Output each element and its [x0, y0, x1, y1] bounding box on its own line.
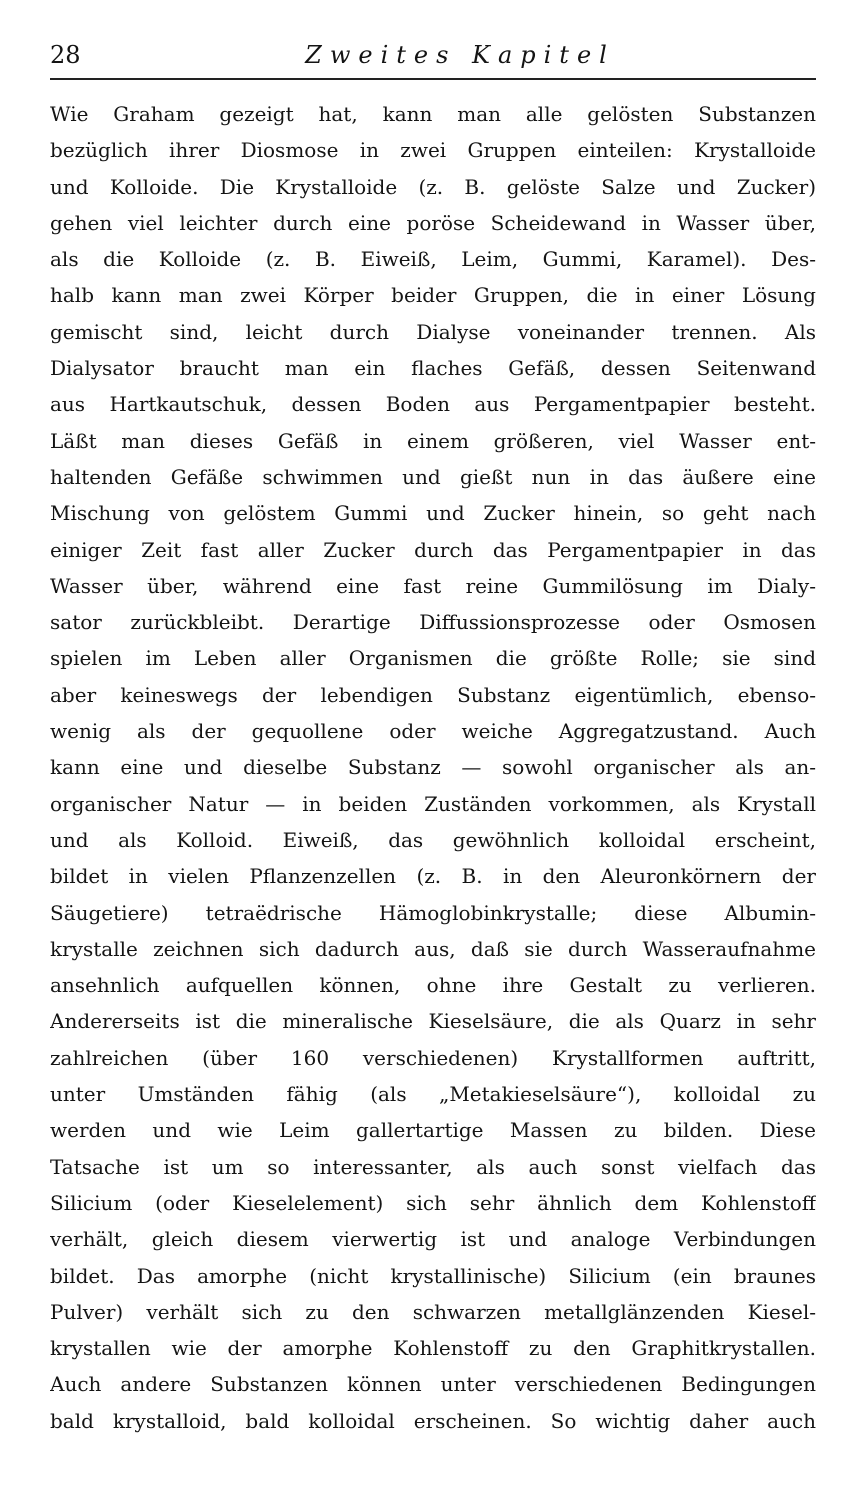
text-line: Läßt man dieses Gefäß in einem größeren, viel Wasser ent- [50, 428, 816, 453]
text-line: aus Hartkautschuk, dessen Boden aus Pergamentpapier besteht. [50, 392, 816, 417]
page-number: 28 [50, 41, 81, 69]
text-line: halb kann man zwei Körper beider Gruppen, die in einer Lösung [50, 283, 816, 308]
text-line: aber keineswegs der lebendigen Substanz eigentümlich, ebenso- [50, 682, 816, 707]
text-line: bald krystalloid, bald kolloidal erscheinen. So wichtig daher auch [50, 1408, 816, 1433]
text-line: bezüglich ihrer Diosmose in zwei Gruppen einteilen: Krystalloide [50, 138, 816, 163]
text-line: krystalle zeichnen sich dadurch aus, daß sie durch Wasseraufnahme [50, 936, 816, 961]
text-line: krystallen wie der amorphe Kohlenstoff zu den Graphitkrystallen. [50, 1336, 816, 1361]
text-line: haltenden Gefäße schwimmen und gießt nun in das äußere eine [50, 464, 816, 489]
text-line: kann eine und dieselbe Substanz — sowohl organischer als an- [50, 755, 816, 780]
text-line: Dialysator braucht man ein flaches Gefäß, dessen Seitenwand [50, 356, 816, 381]
text-line: ansehnlich aufquellen können, ohne ihre Gestalt zu verlieren. [50, 973, 816, 998]
text-line: gehen viel leichter durch eine poröse Scheidewand in Wasser über, [50, 210, 816, 235]
text-line: Mischung von gelöstem Gummi und Zucker hinein, so geht nach [50, 501, 816, 526]
text-line: unter Umständen fähig (als „Metakieselsäure“), kolloidal zu [50, 1082, 816, 1107]
text-line: werden und wie Leim gallertartige Massen zu bilden. Diese [50, 1118, 816, 1143]
text-line: Säugetiere) tetraëdrische Hämoglobinkrystalle; diese Albumin- [50, 900, 816, 925]
text-line: und Kolloide. Die Krystalloide (z. B. gelöste Salze und Zucker) [50, 174, 816, 199]
text-line: gemischt sind, leicht durch Dialyse voneinander trennen. Als [50, 319, 816, 344]
text-line: Wie Graham gezeigt hat, kann man alle gelösten Substanzen [50, 102, 816, 126]
text-line: Pulver) verhält sich zu den schwarzen metallglänzenden Kiesel- [50, 1299, 816, 1324]
text-line: zahlreichen (über 160 verschiedenen) Krystallformen auftritt, [50, 1045, 816, 1070]
text-line: als die Kolloide (z. B. Eiweiß, Leim, Gummi, Karamel). Des- [50, 247, 816, 272]
text-line: sator zurückbleibt. Derartige Diffussionsprozesse oder Osmosen [50, 610, 816, 635]
text-line: organischer Natur — in beiden Zuständen vorkommen, als Krystall [50, 791, 816, 816]
text-line: Andererseits ist die mineralische Kieselsäure, die als Quarz in sehr [50, 1009, 816, 1034]
text-line: Wasser über, während eine fast reine Gummilösung im Dialy- [50, 573, 816, 598]
text-line: Tatsache ist um so interessanter, als auch sonst vielfach das [50, 1154, 816, 1179]
text-line: bildet. Das amorphe (nicht krystallinische) Silicium (ein braunes [50, 1263, 816, 1288]
text-line: bildet in vielen Pflanzenzellen (z. B. in den Aleuronkörnern der [50, 864, 816, 889]
text-line: und als Kolloid. Eiweiß, das gewöhnlich kolloidal erscheint, [50, 827, 816, 852]
running-title: Zweites Kapitel [305, 41, 615, 69]
page-header [50, 38, 816, 80]
text-line: Silicium (oder Kieselelement) sich sehr ähnlich dem Kohlenstoff [50, 1190, 816, 1215]
text-line: einiger Zeit fast aller Zucker durch das Pergamentpapier in das [50, 537, 816, 562]
text-line: verhält, gleich diesem vierwertig ist und analoge Verbindungen [50, 1227, 816, 1252]
text-line: Auch andere Substanzen können unter verschiedenen Bedingungen [50, 1372, 816, 1397]
text-line: spielen im Leben aller Organismen die größte Rolle; sie sind [50, 646, 816, 671]
text-line: wenig als der gequollene oder weiche Aggregatzustand. Auch [50, 719, 816, 744]
body-text [50, 96, 816, 1439]
